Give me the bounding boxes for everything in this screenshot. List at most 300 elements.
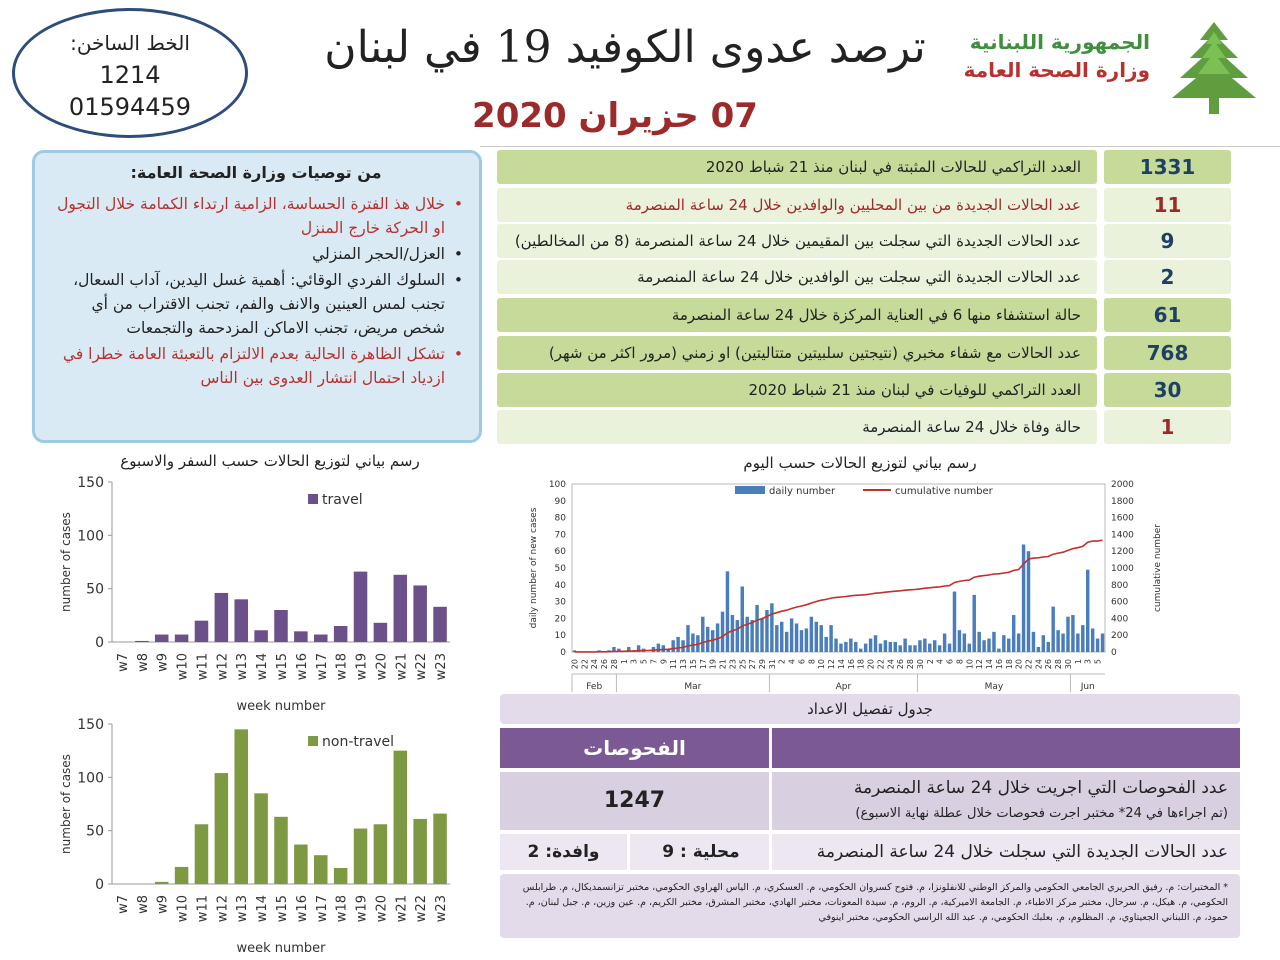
y-tick-label: 80 [554,513,566,524]
hotline-number-1: 1214 [99,61,161,89]
stat-label: عدد الحالات مع شفاء مخبري (نتيجتين سلبيتين متتاليتين) او زمني (مرور اكثر من شهر) [497,336,1097,370]
x-tick-label: 22 [876,659,886,670]
daily-bar [1037,647,1040,652]
new-cases-split-row [500,834,1240,870]
x-tick-label: w11 [195,653,211,681]
y-tick-label: 90 [554,496,566,507]
x-tick-label: w8 [135,653,151,672]
recommendation-text: خلال هذ الفترة الحساسة، الزامية ارتداء الكمامة خلال التجول او الحركة خارج المنزل [57,195,445,237]
x-tick-label: 19 [708,659,718,670]
legend-daily-swatch [735,486,765,494]
daily-bar [958,630,961,652]
daily-bar [968,644,971,652]
header-divider [480,146,1280,147]
daily-bar [815,622,818,652]
x-tick-label: w22 [414,895,430,923]
stat-row-recovered [497,336,1231,370]
stat-row-new-cases [497,188,1231,222]
daily-bar [701,617,704,652]
y2-tick-label: 600 [1111,597,1129,608]
daily-bar [1007,639,1010,652]
x-tick-label: 4 [787,659,797,665]
daily-bar [805,628,808,652]
x-tick-label: w15 [275,895,290,923]
daily-bar [657,644,660,652]
x-tick-label: w22 [414,653,430,681]
x-axis-label: week number [236,699,326,714]
x-tick-label: 16 [846,659,856,670]
daily-bar [691,634,694,652]
daily-bar [1086,570,1089,652]
bar [175,867,189,884]
x-tick-label: w13 [235,653,251,681]
daily-bar [745,617,748,652]
bar [314,635,328,642]
daily-bar [992,632,995,652]
recommendation-item [49,242,463,266]
x-tick-label: w12 [215,653,231,681]
y2-tick-label: 1800 [1111,496,1134,507]
bar [374,623,388,642]
x-tick-label: 3 [1083,659,1093,665]
x-tick-label: w16 [294,653,310,681]
x-tick-label: w23 [434,653,450,681]
daily-bar [884,640,887,652]
y2-tick-label: 800 [1111,580,1129,591]
bullet-icon: • [453,271,463,289]
stat-row-new-deaths [497,410,1231,444]
daily-bar [721,612,724,652]
non-travel-weekly-bar-chart [40,712,460,960]
daily-bar [972,595,975,652]
y-tick-label: 100 [548,480,566,490]
x-tick-label: 14 [985,659,995,670]
bullet-icon: • [453,345,463,363]
daily-bar [864,644,867,652]
daily-bar [869,639,872,652]
daily-bar [953,592,956,652]
bar [155,882,169,884]
bar [254,793,268,884]
x-tick-label: 18 [1004,659,1014,670]
daily-bar [800,630,803,652]
x-tick-label: 5 [639,659,649,665]
daily-bar [903,639,906,652]
daily-bar [938,645,941,652]
daily-bar [706,627,709,652]
daily-bar [913,645,916,652]
bar [234,729,248,884]
y-tick-label: 0 [95,635,104,651]
x-tick-label: 29 [758,659,768,670]
daily-bar [1042,635,1045,652]
hotline-badge [12,8,248,138]
bar [433,607,447,642]
x-tick-label: 26 [896,659,906,670]
bar [413,819,427,884]
daily-bar [844,642,847,652]
daily-bar [775,625,778,652]
x-tick-label: 20 [1014,659,1024,670]
x-tick-label: 10 [817,659,827,670]
bar [274,610,288,642]
daily-bar [790,618,793,652]
legend-swatch [308,494,318,504]
y-tick-label: 50 [86,823,104,840]
y-tick-label: 20 [554,614,566,625]
y-tick-label: 10 [554,631,566,642]
x-tick-label: 28 [1054,659,1064,670]
recommendation-item [49,268,463,340]
x-tick-label: 18 [856,659,866,670]
x-tick-label: 20 [570,659,580,670]
daily-bar [943,634,946,652]
y-axis-label: number of cases [59,512,73,612]
daily-bar [898,645,901,652]
daily-bar [1066,617,1069,652]
daily-bar [1076,634,1079,652]
daily-bar [928,644,931,652]
ministry-name [940,30,1150,82]
stat-label: حالة وفاة خلال 24 ساعة المنصرمة [497,410,1097,444]
stat-label: حالة استشفاء منها 6 في العناية المركزة خلال 24 ساعة المنصرمة [497,298,1097,332]
bar [155,635,169,642]
stat-value: 61 [1104,298,1231,332]
bar [394,751,408,884]
daily-bar [879,644,882,652]
daily-bar [982,640,985,652]
recommendation-item [49,342,463,390]
x-tick-label: w19 [354,895,370,923]
y-tick-label: 100 [77,528,104,545]
y-tick-label: 150 [77,717,104,733]
daily-bar [849,639,852,652]
daily-bar [780,622,783,652]
stat-row-cumulative-deaths [497,373,1231,407]
legend-cumulative-label: cumulative number [895,486,993,497]
y-axis-label: number of cases [59,754,73,854]
x-tick-label: 12 [975,659,985,670]
x-tick-label: w9 [155,653,171,672]
x-tick-label: 2 [925,659,935,665]
x-tick-label: w19 [354,653,370,681]
x-tick-label: 31 [767,659,777,670]
ministry-line-1: الجمهورية اللبنانية [969,30,1150,54]
daily-bar [894,642,897,652]
hotline-number-2: 01594459 [68,93,192,121]
labs-footnote: * المختبرات: م. رفيق الحريري الجامعي الحكومي والمركز الوطني للانفلونزا، م. فتوح كسروان الحكومي، م. العسكري، م. الياس الهراوي الحكومي، مختبر تزانسمديكال، م. طرابلس الحكومي، م. هيكل، م. سرحال، مختبر مركز الاطباء، م. الجامعة الاميركية، م. الروم، م. سيدة المعونات، مختبر الهادي، مختبر المشرق، مختبر الكريم، م. عين وزين، م. جبل لبنان، م. حمود، م. اللبناني الجعيتاوي، م. المظلوم، م. بعلبك الحكومي، م. عبد الله الراسي الحكومي، مختبر اينوفي [500,874,1240,938]
bar [334,626,348,642]
daily-bar [770,603,773,652]
bar [195,824,209,884]
daily-bar [671,640,674,652]
daily-bar [810,617,813,652]
y-tick-label: 40 [554,580,566,591]
bar [215,593,229,642]
x-tick-label: 27 [748,659,758,670]
y-axis-label: daily number of new cases [529,507,539,629]
stat-value: 1 [1104,410,1231,444]
daily-bar [760,618,763,652]
x-tick-label: 22 [580,659,590,670]
x-tick-label: 6 [945,659,955,665]
bar [314,855,328,884]
daily-bar [977,632,980,652]
stat-value: 9 [1104,224,1231,258]
x-tick-label: w23 [434,895,450,923]
legend-label: non-travel [322,734,395,750]
daily-bar [1091,628,1094,652]
daily-bar [662,645,665,652]
bullet-icon: • [453,245,463,263]
daily-bar [859,649,862,652]
x-tick-label: 26 [1044,659,1054,670]
daily-bar [874,635,877,652]
x-tick-label: w7 [115,653,131,672]
x-tick-label: w14 [255,653,271,681]
daily-bar [1056,630,1059,652]
recommendations-panel [32,150,482,443]
x-tick-label: 21 [718,659,728,670]
x-tick-label: 28 [906,659,916,670]
x-tick-label: w20 [374,895,390,923]
daily-chart-title: رسم بياني لتوزيع الحالات حسب اليوم [743,454,977,472]
bar [354,572,368,642]
x-tick-label: w7 [115,895,131,914]
y2-tick-label: 200 [1111,631,1129,642]
tests-column-bar [500,728,1240,768]
bar [413,585,427,642]
x-tick-label: w20 [374,653,390,681]
daily-bar [676,637,679,652]
daily-bar [750,620,753,652]
daily-bar [755,605,758,652]
month-label: Apr [835,682,852,692]
x-tick-label: 26 [600,659,610,670]
daily-bar [987,639,990,652]
arrivals-count: وافدة: 2 [500,834,630,870]
x-tick-label: w15 [275,653,290,681]
stat-label: عدد الحالات الجديدة التي سجلت بين المقيمين خلال 24 ساعة المنصرمة (8 من المخالطين) [497,224,1097,258]
daily-bar [829,625,832,652]
x-axis-label: week number [236,941,326,956]
daily-bar [1061,634,1064,652]
x-tick-label: 1 [1073,659,1083,665]
x-tick-label: w21 [394,653,410,681]
y-tick-label: 30 [554,597,566,608]
page-title: ترصد عدوى الكوفيد 19 في لبنان [324,22,926,73]
x-tick-label: 2 [777,659,787,665]
tests-column-label: الفحوصات [500,728,772,768]
daily-bar [1032,632,1035,652]
daily-bar [839,644,842,652]
daily-bar [681,640,684,652]
daily-bar [948,644,951,652]
recommendation-text: العزل/الحجر المنزلي [312,245,445,263]
daily-bar [731,615,734,652]
daily-cases-combo-chart [520,474,1170,696]
y2-tick-label: 0 [1111,648,1117,658]
daily-bar [1047,642,1050,652]
x-tick-label: 17 [698,659,708,670]
x-tick-label: 13 [679,659,689,670]
ministry-line-2: وزارة الصحة العامة [963,58,1150,82]
bar [294,631,308,642]
stat-value: 1331 [1104,150,1231,184]
cedar-logo-icon [1160,18,1268,118]
x-tick-label: w16 [294,895,310,923]
x-tick-label: 25 [738,659,748,670]
x-tick-label: w17 [314,895,330,923]
daily-bar [1027,551,1030,652]
daily-bar [824,637,827,652]
x-tick-label: 10 [965,659,975,670]
x-tick-label: 5 [1093,659,1103,665]
y-tick-label: 60 [554,547,566,558]
daily-bar [933,640,936,652]
daily-bar [1022,544,1025,652]
y-tick-label: 150 [77,475,104,491]
tests-table-header: جدول تفصيل الاعداد [500,694,1240,724]
stat-label: العدد التراكمي للحالات المثبتة في لبنان منذ 21 شباط 2020 [497,150,1097,184]
x-tick-label: w18 [334,895,350,923]
x-tick-label: 15 [688,659,698,670]
tests-count-label: عدد الفحوصات التي اجريت خلال 24 ساعة المنصرمة [853,778,1228,798]
bar [195,621,209,642]
x-tick-label: 12 [827,659,837,670]
daily-bar [997,649,1000,652]
new-cases-split-label: عدد الحالات الجديدة التي سجلت خلال 24 ساعة المنصرمة [816,842,1228,862]
x-tick-label: 24 [1034,659,1044,670]
daily-bar [736,620,739,652]
daily-bar [889,642,892,652]
recommendation-item [49,192,463,240]
daily-bar [1101,634,1104,652]
report-date: 07 حزيران 2020 [472,96,758,136]
legend-daily-label: daily number [769,486,836,497]
x-tick-label: 16 [994,659,1004,670]
x-tick-label: 22 [1024,659,1034,670]
x-tick-label: w21 [394,895,410,923]
month-label: Feb [586,682,603,692]
recommendations-heading: من توصيات وزارة الصحة العامة: [130,163,382,182]
daily-bar [923,639,926,652]
y2-tick-label: 1200 [1111,547,1134,558]
x-tick-label: w14 [255,895,271,923]
y-tick-label: 0 [560,648,566,658]
x-tick-label: 7 [649,659,659,665]
x-tick-label: 1 [619,659,629,665]
stat-label: العدد التراكمي للوفيات في لبنان منذ 21 شباط 2020 [497,373,1097,407]
y2-tick-label: 1400 [1111,530,1134,541]
bar [274,817,288,884]
stat-row-hospitalized [497,298,1231,332]
daily-bar [795,623,798,652]
daily-bar [1017,634,1020,652]
x-tick-label: 8 [807,659,817,665]
daily-bar [1051,607,1054,652]
recommendation-text: تشكل الظاهرة الحالية بعدم الالتزام بالتعبئة العامة خطرا في ازدياد احتمال انتشار العدوى بين الناس [62,345,445,387]
bar [334,868,348,884]
bar [215,773,229,884]
legend-label: travel [322,492,363,508]
y-tick-label: 0 [95,877,104,893]
bar [374,824,388,884]
x-tick-label: 20 [866,659,876,670]
daily-bar [918,640,921,652]
bullet-icon: • [453,195,463,213]
x-tick-label: 8 [955,659,965,665]
y2-tick-label: 2000 [1111,480,1134,490]
bar [254,630,268,642]
x-tick-label: w8 [135,895,151,914]
tests-count-row [500,772,1240,830]
local-count: محلية : 9 [633,834,772,870]
month-label: May [984,682,1004,692]
legend-swatch [308,736,318,746]
x-tick-label: 14 [836,659,846,670]
daily-bar [1096,639,1099,652]
x-tick-label: w12 [215,895,231,923]
hotline-label: الخط الساخن: [70,31,190,55]
tests-count-value: 1247 [500,772,772,830]
daily-bar [963,634,966,652]
daily-bar [785,632,788,652]
daily-bar [1081,625,1084,652]
x-tick-label: w17 [314,653,330,681]
x-tick-label: 30 [915,659,925,670]
x-tick-label: 28 [609,659,619,670]
month-label: Jun [1080,682,1095,692]
y2-tick-label: 400 [1111,614,1129,625]
daily-bar [741,586,744,652]
y2-axis-label: cumulative number [1153,523,1163,613]
daily-bar [819,625,822,652]
stat-row-arrival-cases [497,260,1231,294]
tests-count-note: (تم اجراءها في 24* مختبر اجرت فحوصات خلال عطلة نهاية الاسبوع) [855,806,1228,821]
bar [175,635,189,642]
recommendations-list [49,192,463,390]
bar [354,829,368,884]
bar [294,845,308,884]
x-tick-label: 24 [590,659,600,670]
daily-bar [1002,635,1005,652]
y-tick-label: 70 [554,530,566,541]
y2-tick-label: 1000 [1111,564,1134,574]
stat-value: 30 [1104,373,1231,407]
daily-bar [726,571,729,652]
travel-weekly-bar-chart [40,470,460,720]
x-tick-label: 11 [669,659,679,670]
y2-tick-label: 1600 [1111,513,1134,524]
x-tick-label: 9 [659,659,669,665]
y-tick-label: 100 [77,770,104,787]
daily-bar [908,645,911,652]
daily-bar [1071,615,1074,652]
stat-row-cumulative-cases [497,150,1231,184]
bar [433,814,447,884]
x-tick-label: 24 [886,659,896,670]
bar [394,575,408,642]
stat-label: عدد الحالات الجديدة التي سجلت بين الوافدين خلال 24 ساعة المنصرمة [497,260,1097,294]
x-tick-label: 30 [1063,659,1073,670]
x-tick-label: 23 [728,659,738,670]
x-tick-label: 3 [629,659,639,665]
bar [135,641,149,642]
x-tick-label: w10 [175,653,191,681]
daily-bar [686,625,689,652]
y-tick-label: 50 [86,581,104,598]
